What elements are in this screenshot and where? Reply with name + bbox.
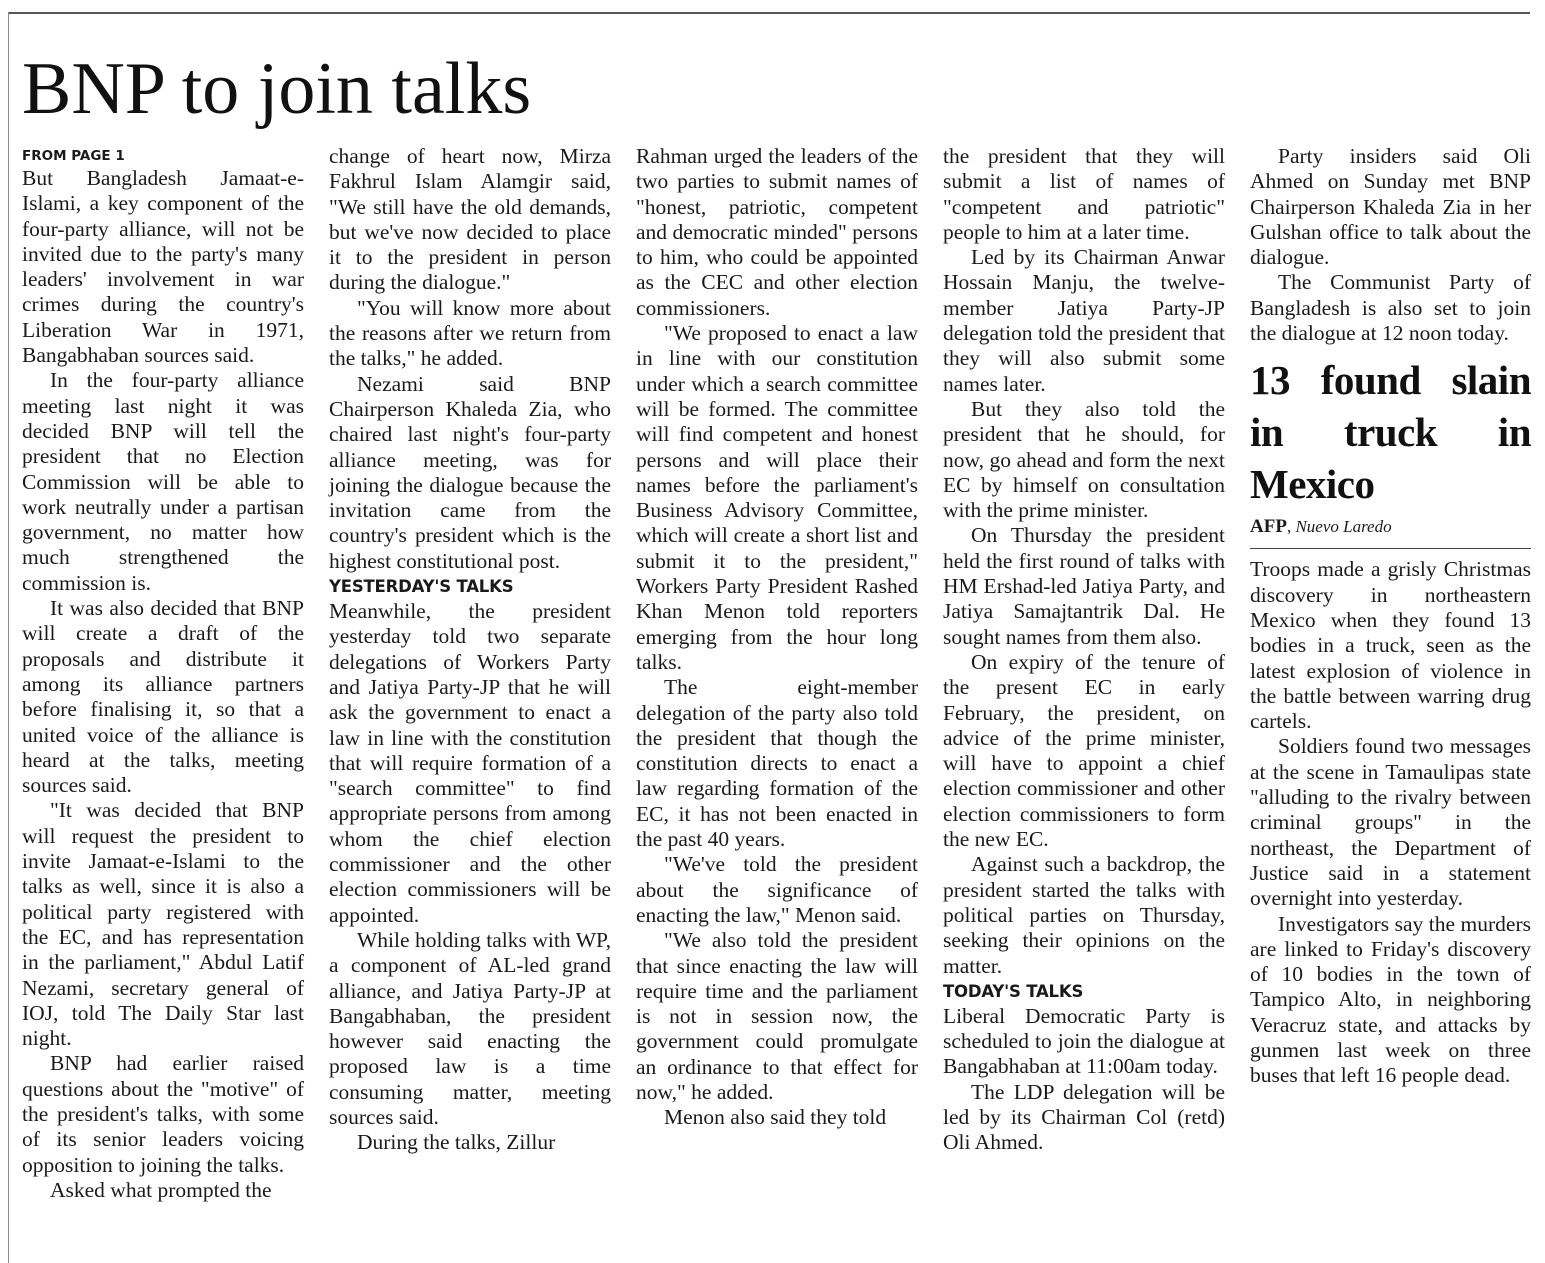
byline-separator: , bbox=[1286, 517, 1296, 537]
paragraph: The LDP delegation will be led by its Chairman Col (retd) Oli Ahmed. bbox=[943, 1079, 1225, 1155]
paragraph: Liberal Democratic Party is scheduled to join the dialogue at Bangabhaban at 11:00am today. bbox=[943, 1003, 1225, 1079]
paragraph: Rahman urged the leaders of the two parties to submit names of "honest, patriotic, competent and democratic minded" persons to him, who could be appointed as the CEC and other election commissioners. bbox=[636, 144, 918, 320]
paragraph: "We've told the president about the significance of enacting the law," Menon said. bbox=[636, 852, 918, 927]
paragraph: change of heart now, Mirza Fakhrul Islam Alamgir said, "We still have the old demands, but we've now decided to place it to the president in person during the dialogue." bbox=[329, 144, 611, 295]
paragraph: The Communist Party of Bangladesh is also set to join the dialogue at 12 noon today. bbox=[1250, 270, 1531, 346]
paragraph: Investigators say the murders are linked to Friday's discovery of 10 bodies in the town of Tampico Alto, in neighboring Veracruz state, and attacks by gunmen last week on three buses that left 16 people dead. bbox=[1250, 911, 1531, 1088]
from-page-kicker: FROM PAGE 1 bbox=[22, 148, 125, 164]
second-story-body bbox=[1250, 557, 1531, 1088]
paragraph: Against such a backdrop, the president started the talks with political parties on Thursday, seeking their opinions on the matter. bbox=[943, 852, 1225, 978]
paragraph: Led by its Chairman Anwar Hossain Manju, the twelve-member Jatiya Party-JP delegation told the president that they will also submit some names later. bbox=[943, 245, 1225, 396]
paragraph: On expiry of the tenure of the present EC in early February, the president, on advice of the prime minister, will have to appoint a chief election commissioner and other election commissioners to form the new EC. bbox=[943, 649, 1225, 852]
paragraph: "We proposed to enact a law in line with our constitution under which a search committee will be formed. The committee will find competent and honest persons and will place their names before the parliament's Business Advisory Committee, which will create a short list and submit it to the president," Workers Party President Rashed Khan Menon told reporters emerging from the hour long talks. bbox=[636, 321, 918, 674]
second-story-headline: 13 found slain in truck in Mexico bbox=[1250, 357, 1531, 508]
paragraph: During the talks, Zillur bbox=[357, 1130, 556, 1155]
paragraph: Meanwhile, the president yesterday told two separate delegations of Workers Party and Jatiya Party-JP that he will ask the government to enact a law in line with the constitution that will require formation of a "search committee" to find appropriate persons from among whom the chief election commissioner and the other election commissioners will be appointed. bbox=[329, 599, 611, 927]
paragraph: "It was decided that BNP will request the president to invite Jamaat-e-Islami to the talks as well, since it is also a political party registered with the EC, and has representation in the parliament," Abdul Latif Nezami, secretary general of IOJ, told The Daily Star last night. bbox=[22, 798, 304, 1051]
article-column-3 bbox=[636, 144, 918, 1131]
subhead-yesterdays-talks: YESTERDAY'S TALKS bbox=[329, 577, 514, 597]
article-column-2 bbox=[329, 144, 611, 1156]
paragraph: The eight-member delegation of the party also told the president that though the constitution directs to enact a law regarding formation of the EC, it has not been enacted in the past 40 years. bbox=[636, 675, 918, 852]
byline-agency: AFP bbox=[1250, 516, 1287, 538]
byline bbox=[1250, 514, 1531, 549]
top-rule bbox=[8, 12, 1530, 14]
paragraph: Troops made a grisly Christmas discovery in northeastern Mexico when they found 13 bodies in a truck, seen as the latest explosion of violence in the battle between warring drug cartels. bbox=[1250, 557, 1531, 734]
paragraph: But Bangladesh Jamaat-e-Islami, a key component of the four-party alliance, will not be invited due to the party's many leaders' involvement in war crimes during the country's Liberation War in 1971, Bangabhaban sources said. bbox=[22, 166, 304, 368]
paragraph: In the four-party alliance meeting last night it was decided BNP will tell the president that no Election Commission will be able to work neutrally under a partisan government, no matter how much strengthened the commission is. bbox=[22, 368, 304, 595]
paragraph: Party insiders said Oli Ahmed on Sunday met BNP Chairperson Khaleda Zia in her Gulshan office to talk about the dialogue. bbox=[1250, 144, 1531, 270]
paragraph: "We also told the president that since enacting the law will require time and the parliament is not in session now, the government could promulgate an ordinance to that effect for now," he added. bbox=[636, 928, 918, 1104]
article-column-4 bbox=[943, 144, 1225, 1156]
paragraph: Soldiers found two messages at the scene in Tamaulipas state "alluding to the rivalry between criminal groups" in the northeast, the Department of Justice said in a statement overnight into yesterday. bbox=[1250, 734, 1531, 911]
byline-place: Nuevo Laredo bbox=[1295, 517, 1392, 537]
article-column-5 bbox=[1250, 144, 1531, 1089]
paragraph: BNP had earlier raised questions about the "motive" of the president's talks, with some of its senior leaders voicing opposition to joining the talks. bbox=[22, 1051, 304, 1177]
main-headline: BNP to join talks bbox=[22, 48, 532, 130]
paragraph: On Thursday the president held the first round of talks with HM Ershad-led Jatiya Party, and Jatiya Samajtantrik Dal. He sought names from them also. bbox=[943, 523, 1225, 649]
paragraph: While holding talks with WP, a component of AL-led grand alliance, and Jatiya Party-JP at Bangabhaban, the president however said enacting the proposed law is a time consuming matter, meeting sources said. bbox=[329, 927, 611, 1129]
paragraph: Nezami said BNP Chairperson Khaleda Zia, who chaired last night's four-party alliance meeting, was for joining the dialogue because the invitation came from the country's president which is the highest constitutional post. bbox=[329, 371, 611, 573]
left-rule bbox=[8, 12, 9, 1263]
paragraph: the president that they will submit a list of names of "competent and patriotic" people to him at a later time. bbox=[943, 144, 1225, 244]
subhead-todays-talks: TODAY'S TALKS bbox=[943, 981, 1084, 1001]
paragraph: But they also told the president that he should, for now, go ahead and form the next EC by himself on consultation with the prime minister. bbox=[943, 396, 1225, 523]
paragraph: Asked what prompted the bbox=[50, 1177, 272, 1202]
paragraph: Menon also said they told bbox=[664, 1105, 887, 1130]
paragraph: It was also decided that BNP will create a draft of the proposals and distribute it among its alliance partners before finalising it, so that a united voice of the alliance is heard at the talks, meeting sources said. bbox=[22, 596, 304, 798]
article-column-1 bbox=[22, 144, 304, 1203]
paragraph: "You will know more about the reasons after we return from the talks," he added. bbox=[329, 295, 611, 371]
